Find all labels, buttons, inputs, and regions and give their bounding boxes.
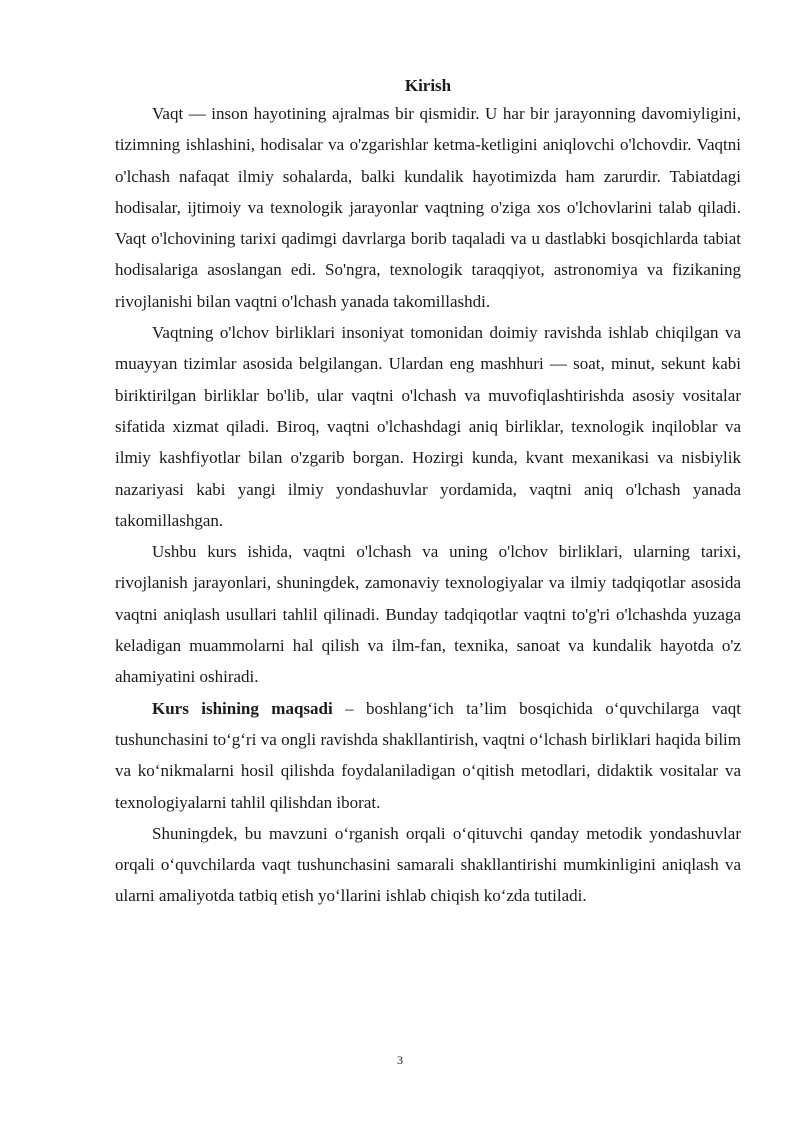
paragraph-1-text: Vaqt — inson hayotining ajralmas bir qismidir. U har bir jarayonning davomiyligini, tizimning ishlashini, hodisalar va o'zgarishlar ketma-ketligini aniqlovchi o'lchovdir. Vaqtni o'lchash nafaqat ilmiy sohalarda, balki kundalik hayotimizda ham zarurdir. Tabiatdagi hodisalar, ijtimoiy va texnologik jarayonlar vaqtning o'ziga xos o'lchovlarini talab qiladi. Vaqt o'lchovining tarixi qadimgi davrlarga borib taqaladi va u dastlabki bosqichlarda tabiat hodisalariga asoslangan edi. So'ngra, texnologik taraqqiyot, astronomiya va fizikaning rivojlanishi bilan vaqtni o'lchash yanada takomillashdi. [115, 104, 741, 311]
paragraph-5-text: Shuningdek, bu mavzuni o‘rganish orqali o‘qituvchi qanday metodik yondashuvlar orqali o‘quvchilarda vaqt tushunchasini samarali shakllantirishi mumkinligini aniqlash va ularni amaliyotda tatbiq etish yo‘llarini ishlab chiqish ko‘zda tutiladi. [115, 823, 741, 906]
paragraph-4 [115, 693, 741, 818]
paragraph-5 [115, 818, 741, 912]
paragraph-1 [115, 98, 741, 317]
page-title: Kirish [404, 76, 452, 95]
page-number: 3 [397, 1053, 403, 1067]
paragraph-4-lead: Kurs ishining maqsadi [152, 698, 333, 718]
paragraph-3-text: Ushbu kurs ishida, vaqtni o'lchash va uning o'lchov birliklari, ularning tarixi, rivojlanish jarayonlari, shuningdek, zamonaviy texnologiyalar va ilmiy tadqiqotlar asosida vaqtni aniqlash usullari tahlil qilinadi. Bunday tadqiqotlar vaqtni to'g'ri o'lchashda yuzaga keladigan muammolarni hal qilish va ilm-fan, texnika, sanoat va kundalik hayotda o'z ahamiyatini oshiradi. [115, 542, 741, 687]
paragraph-2-text: Vaqtning o'lchov birliklari insoniyat tomonidan doimiy ravishda ishlab chiqilgan va muayyan tizimlar asosida belgilangan. Ulardan eng mashhuri — soat, minut, sekunt kabi biriktirilgan birliklar bo'lib, ular vaqtni o'lchash va muvofiqlashtirishda asosiy vositalar sifatida xizmat qiladi. Biroq, vaqtni o'lchashdagi aniq birliklar, texnologik inqiloblar va ilmiy kashfiyotlar bilan o'zgarib borgan. Hozirgi kunda, kvant mexanikasi va nisbiylik nazariyasi kabi yangi ilmiy yondashuvlar yordamida, vaqtni aniq o'lchash yanada takomillashgan. [115, 323, 741, 530]
paragraph-4-text: – boshlang‘ich ta’lim bosqichida o‘quvchilarga vaqt tushunchasini to‘g‘ri va ongli ravishda shakllantirish, vaqtni o‘lchash birliklari haqida bilim va ko‘nikmalarni hosil qilishda foydalaniladigan o‘qitish metodlari, didaktik vositalar va texnologiyalarni tahlil qilishdan iborat. [115, 698, 741, 812]
document-page [115, 76, 741, 912]
paragraph-3 [115, 536, 741, 692]
paragraph-2 [115, 317, 741, 536]
